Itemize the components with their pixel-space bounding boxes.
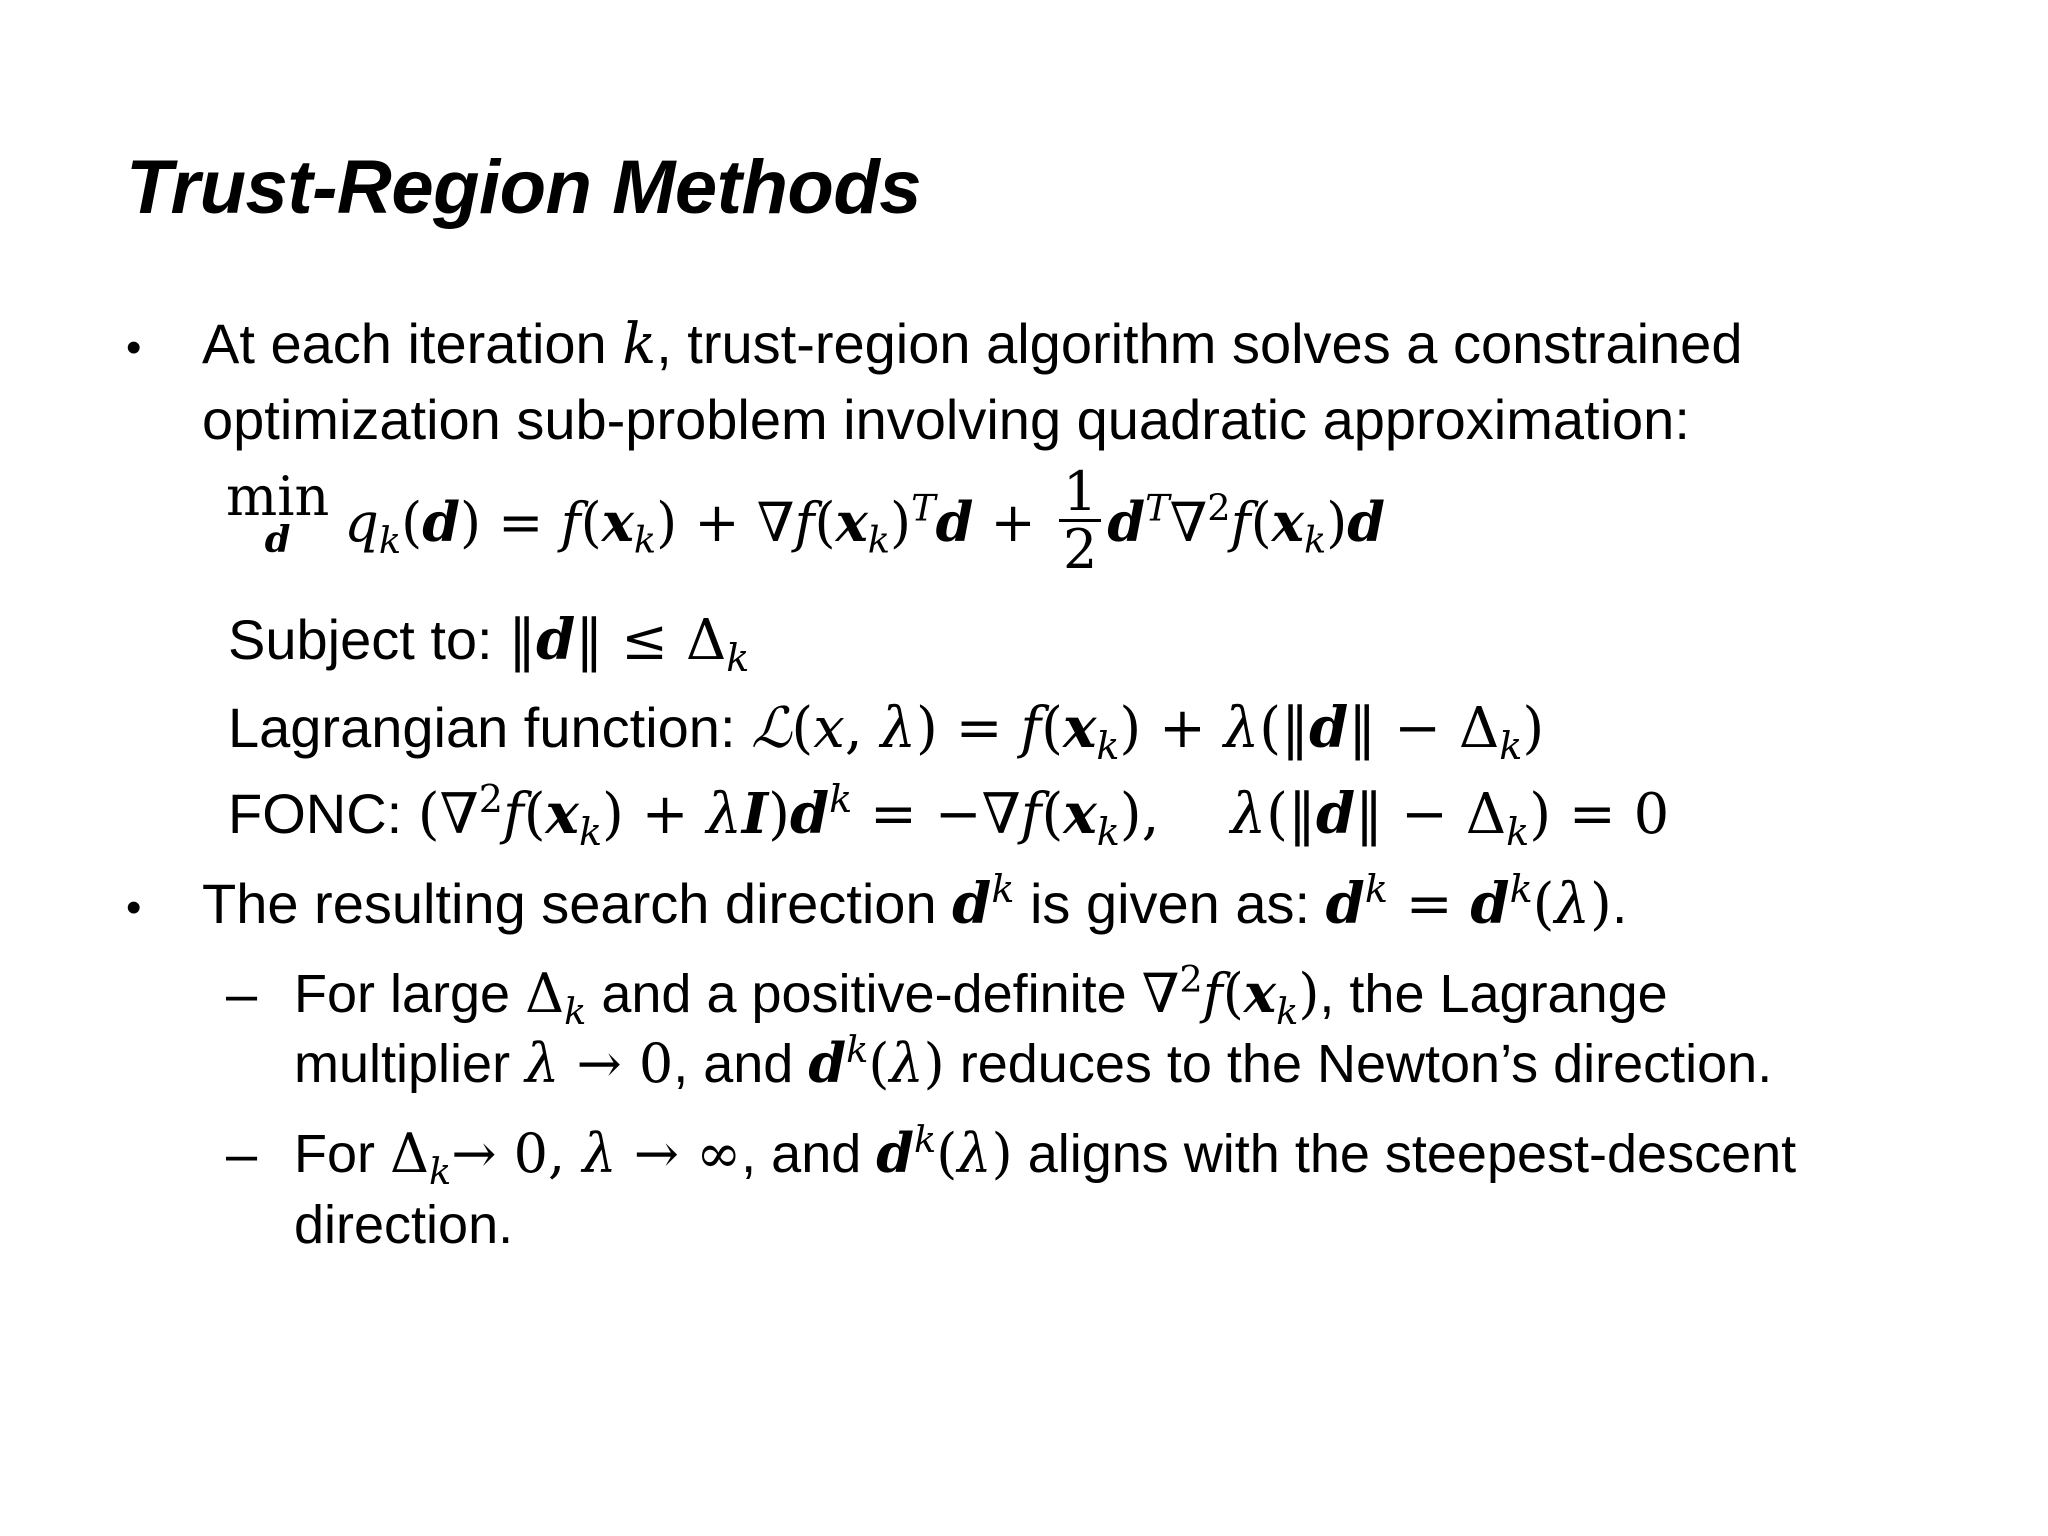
sub2-text-mid: , and	[741, 1124, 877, 1184]
bullet2-line: The resulting search direction $d^k$ is given as: $d^k = d^k(\lambda)$.	[202, 867, 1628, 937]
sub1-text-post: , the Lagrange	[1319, 964, 1668, 1024]
bullet2-text-pre: The resulting search direction	[202, 872, 953, 935]
subject-label: Subject to:	[228, 608, 509, 671]
sub2-text-post: aligns with the steepest-descent	[1012, 1124, 1797, 1184]
bullet2-text-mid: is given as:	[1014, 872, 1326, 935]
sub1-line1: For large $\Delta_k$ and a positive-definite $\nabla^2f(x_k)$, the Lagrange	[294, 957, 1668, 1033]
bullet-marker-2: •	[126, 883, 142, 932]
sub1-text-mid: and a positive-definite	[586, 964, 1142, 1024]
fonc-line: FONC: $(\nabla^2f(x_k) + \lambda I)d^k = -\nabla f(x_k)$, λ(‖d‖ − $\Delta_k) = 0$	[228, 777, 1670, 855]
sub1-line2: multiplier λ → 0, and $d^k(\lambda)$ reduces to the Newton’s direction.	[294, 1027, 1773, 1095]
sub1-line2-mid: , and	[673, 1034, 809, 1094]
bullet2-text-post: .	[1611, 872, 1628, 935]
bullet1-var-k: k	[622, 312, 657, 377]
sub2-text-pre: For	[294, 1124, 391, 1184]
sub1-line2-post: reduces to the Newton’s direction.	[944, 1034, 1773, 1094]
dash-marker-1: –	[226, 962, 258, 1025]
sub1-line2-pre: multiplier	[294, 1034, 526, 1094]
sub2-line1: For $\Delta_k\to 0$, λ → ∞, and $d^k(\lambda)$ aligns with the steepest-descent	[294, 1117, 1797, 1193]
bullet1-text-pre: At each iteration	[202, 312, 623, 375]
lagrangian-label: Lagrangian function:	[228, 696, 752, 759]
fraction-one-half: $\frac{1}{2}$	[1059, 464, 1101, 577]
min-operator: min d	[226, 465, 330, 561]
dash-marker-2: –	[226, 1122, 258, 1185]
constraint-line: Subject to: ‖d‖ ≤ $\Delta_k$	[228, 607, 750, 681]
lagrangian-line: Lagrangian function: ℒ(x, $\lambda) = f(x_k)$ + λ(‖d‖ − $\Delta_k$)	[228, 695, 1545, 769]
bullet1-line2: optimization sub-problem involving quadratic approximation:	[202, 388, 1690, 451]
bullet1-text-post: , trust-region algorithm solves a constrained	[656, 312, 1743, 375]
fonc-label: FONC:	[228, 782, 418, 845]
sub1-text-pre: For large	[294, 964, 526, 1024]
objective-equation: min d $q_k(d) = f(x_k) + \nabla f(x_k)^Td$ + $\frac{1}{2}$ $d^T\nabla^2f(x_k)d$	[226, 460, 1386, 582]
bullet-marker-1: •	[126, 323, 142, 372]
slide-title: Trust-Region Methods	[126, 145, 922, 230]
bullet1-line1	[202, 312, 1743, 377]
sub2-line2: direction.	[294, 1195, 514, 1255]
